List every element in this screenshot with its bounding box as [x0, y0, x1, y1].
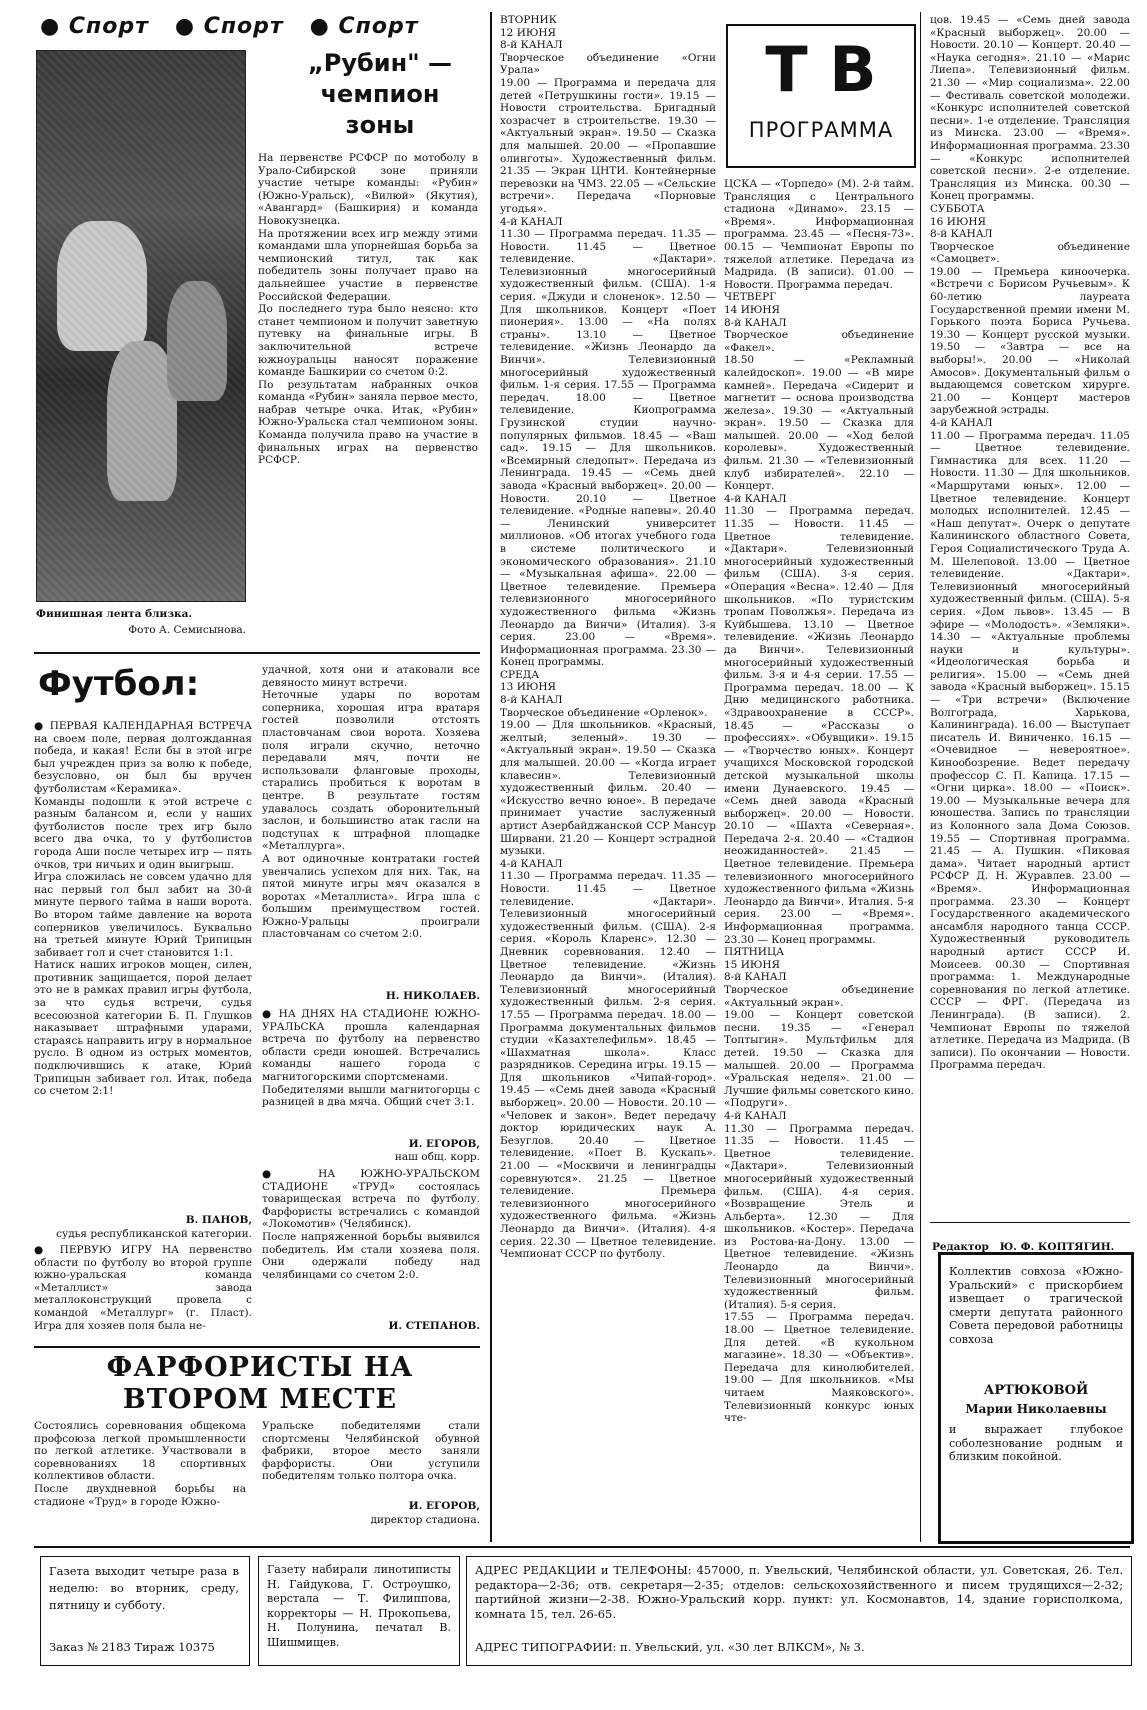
- bullet-icon: ●: [174, 14, 196, 39]
- footer-address1: АДРЕС РЕДАКЦИИ и ТЕЛЕФОНЫ: 457000, п. Увельский, Челябинской области, ул. Советская, 26. Тел. редактора—2-36; отв. секретаря—2-35; отделов: сельскохозяйственного и писем трудящихся—2-32; партийной жизни—2-38. Южно-Уральский корр. пункт: ул. Космонавтов, 14, здание горисполкома, комната 15, тел. 26-65.: [475, 1563, 1123, 1621]
- obituary-box: [938, 1252, 1134, 1544]
- footer-address-box: [466, 1556, 1132, 1666]
- farforists-title: ФАРФОРИСТЫ НА ВТОРОМ МЕСТЕ: [106, 1352, 414, 1415]
- football-col2b-sign2: наш общ. корр.: [394, 1151, 480, 1163]
- finish-photo: [36, 50, 246, 602]
- footer-staff-box: [258, 1556, 460, 1666]
- tv-word: ПРОГРАММА: [748, 118, 894, 142]
- farforists-col1: Состоялись соревнования общекома профсоюза легкой промышленности по легкой атлетике. Участвовали в соревнованиях 18 спортивных коллективов области. После двухдневной борьбы на стадионе «Труд» в городе Южно-: [34, 1420, 246, 1508]
- tv-program-logo: [726, 24, 916, 168]
- bullet-icon: ●: [40, 14, 61, 39]
- farforists-sign: И. ЕГОРОВ,: [408, 1500, 480, 1512]
- photo-caption: Финишная лента близка.: [36, 608, 193, 620]
- tv-program-col2: ЦСКА — «Торпедо» (М). 2-й тайм. Трансляция с Центрального стадиона «Динамо». 23.15 — «Время». Информационная программа. 23.45 — «Песня-73». 00.15 — Чемпионат Европы по тяжелой атлетике. Передача из Мадрида. (В записи). 01.00 — Новости. Программа передач. ЧЕТВЕРГ 14 ИЮНЯ 8-й КАНАЛ Творческое объединение «Факел». 18.50 — «Рекламный калейдоскоп». 19.00 — «В мире камней». Передача «Сидерит и магнетит — основа производства железа». 19.30 — «Актуальный экран». 19.50 — Сказка для малышей. 20.00 — «Ход белой королевы». Художественный фильм. 21.30 — «Телевизионный клуб избирателей». 22.10 — Концерт. 4-й КАНАЛ 11.30 — Программа передач. 11.35 — Новости. 11.45 — Цветное телевидение. «Дактари». Телевизионный многосерийный художественный фильм (США). 3-я серия. «Операция «Весна». 12.40 — Для школьников. «По туристским тропам Поволжья». Передача из Куйбышева. 13.10 — Цветное телевидение. «Жизнь Леонардо да Винчи». Телевизионный многосерийный художественный фильм. 3-я и 4-я серии. 17.55 — Программа передач. 18.00 — К Дню медицинского работника. «Здравоохранение в СССР». 18.45 — «Рассказы о профессиях». «Обувщики». 19.15 — «Творчество юных». Концерт учащихся Московской городской детской музыкальной школы имени Дунаевского. 19.45 — «Семь дней завода «Красный выборжец». 20.00 — Новости. 20.10 — «Шахта «Северная». Передача 2-я. 20.40 — «Стадион неожиданностей». 21.45 — Цветное телевидение. Премьера телевизионного многосерийного художественного фильма «Жизнь Леонардо да Винчи». Италия. 5-я серия. 23.00 — «Время». Информационная программа. 23.30 — Конец программы. ПЯТНИЦА 15 ИЮНЯ 8-й КАНАЛ Творческое объединение «Актуальный экран». 19.00 — Концерт советской песни. 19.35 — «Генерал Топтыгин». Мультфильм для детей. 19.50 — Сказка для малышей. 20.00 — Программа «Уральская неделя». 21.00 — Лучшие фильмы советского кино. «Подруги». 4-й КАНАЛ 11.30 — Программа передач. 11.35 — Новости. 11.45 — Цветное телевидение. «Дактари». Телевизионный многосерийный художественный фильм. (США). 4-я серия. «Возвращение Этель и Альберта». 12.30 — Для школьников. «Костер». Передача из Ростова-на-Дону. 13.00 — Цветное телевидение. «Жизнь Леонардо да Винчи». Телевизионный многосерийный художественный фильм. (Италия). 5-я серия. 17.55 — Программа передач. 18.00 — Цветное телевидение. Для детей. «В кукольном магазине». 18.30 — «Объектив». Передача для кинолюбителей. 19.00 — Для школьников. «Мы читаем Маяковского». Телевизионный конкурс юных чте-: [724, 178, 914, 1425]
- football-col1: ● ПЕРВАЯ КАЛЕНДАРНАЯ ВСТРЕЧА на своем поле, первая долгожданная победа, и какая! Если бы в этой игре был учрежден приз за волю к победе, безусловно, он был бы вручен футболистам «Керамика». Команды подошли к этой встрече с разным балансом и, если у наших футболистов после трех игр было всего два очка, то у футболистов города Аши после четырех игр — пять очков, три ничьих и один выигрыш. Игра сложилась не совсем удачно для нас первый гол был забит на 30-й минуте первого тайма в наши ворота. Во втором тайме давление на ворота соперников увеличилось. Буквально на третьей минуте Юрий Трипицын забивает гол и счет становится 1:1. Натиск наших игроков мощен, силен, противник защищается, порой делает это не в рамках правил игры футбола, за что судья встречи, судья всесоюзной категории Б. П. Глушков наказывает штрафными ударами, стараясь направить игру в нормальное русло. В одном из острых моментов, подключившись к атаке, Юрий Трипицын забивает гол. Итак, победа со счетом 2:1!: [34, 720, 252, 1098]
- football-col2c: ● НА ЮЖНО-УРАЛЬСКОМ СТАДИОНЕ «ТРУД» состоялась товарищеская встреча по футболу. Фарфористы встречались с командой «Локомотив» (Челябинск). После напряженной борьбы выявился победитель. Им стали хозяева поля. Они одержали победу над челябинцами со счетом 2:0.: [262, 1168, 480, 1281]
- farforists-col2: Уральске победителями стали спортсмены Челябинской обувной фабрики, второе место заняли фарфористы. Они уступили победителям только полтора очка.: [262, 1420, 480, 1483]
- football-col1b: ● ПЕРВУЮ ИГРУ НА первенство области по футболу во второй группе южно-уральская команда «Металлист» завода металлоконструкций провела с командой «Металлург» (г. Пласт). Игра для хозяев поля была не-: [34, 1244, 252, 1332]
- football-col2-sign: Н. НИКОЛАЕВ.: [385, 990, 480, 1002]
- football-col1-sign2: судья республиканской категории.: [56, 1228, 252, 1240]
- rubin-body: На первенстве РСФСР по мотоболу в Урало-Сибирской зоне приняли участие четыре команды: «Рубин» (Южно-Уральск), «Вилюй» (Якутия), «Авангард» (Башкирия) и команда Новокузнецка. На протяжении всех игр между этими командами шла упорнейшая борьба за чемпионский титул, так как победитель зоны получает право на дальнейшее участие в первенстве Российской Федерации. До последнего тура было неясно: кто станет чемпионом и получит заветную путевку на финальные игры. В заключительной встрече южноуральцы наносят поражение команде Башкирии со счетом 0:2. По результатам набранных очков команда «Рубин» заняла первое место, набрав четыре очка. Итак, «Рубин» Южно-Уральска стал чемпионом зоны. Команда получила право на участие в финальных играх на первенство РСФСР.: [258, 152, 478, 467]
- footer-order: Заказ № 2183 Тираж 10375: [49, 1640, 215, 1654]
- editor-name: Ю. Ф. КОПТЯГИН.: [999, 1240, 1115, 1253]
- sport-label-2: Спорт: [203, 14, 284, 39]
- rubin-title: „Рубин" — чемпион зоны: [307, 49, 453, 139]
- obituary-text2: и выражает глубокое соболезнование родным и близким покойной.: [949, 1423, 1123, 1463]
- obituary-text1: Коллектив совхоза «Южно-Уральский» с прискорбием извещает о трагической смерти депутата районного Совета передовой работницы совхоза: [949, 1265, 1123, 1346]
- farforists-sign2: директор стадиона.: [370, 1514, 480, 1526]
- obituary-name2: Марии Николаевны: [965, 1402, 1107, 1416]
- footer-address2: АДРЕС ТИПОГРАФИИ: п. Увельский, ул. «30 лет ВЛКСМ», № 3.: [475, 1640, 865, 1654]
- obituary-name: АРТЮКОВОЙ: [983, 1383, 1089, 1398]
- tv-program-col3: цов. 19.45 — «Семь дней завода «Красный выборжец». 20.00 — Новости. 20.10 — Концерт. 20.40 — «Наука сегодня». 21.10 — «Марис Лиепа». Телевизионный фильм. 21.30 — «Мир социализма». 22.00 — Фестиваль советской молодежи. «Конкурс исполнителей советской песни». 1-е отделение. Трансляция из Минска. 23.00 — «Время». Информационная программа. 23.30 — «Конкурс исполнителей советской песни». 2-е отделение. Трансляция из Минска. 00.30 — Конец программы. СУББОТА 16 ИЮНЯ 8-й КАНАЛ Творческое объединение «Самоцвет». 19.00 — Премьера киноочерка. «Встречи с Борисом Ручьевым». К 60-летию лауреата Государственной премии имени М. Горького поэта Бориса Ручьева. 19.30 — Концерт русской музыки. 19.50 — «Завтра — все на выборы!». 20.00 — «Николай Амосов». Документальный фильм о выдающемся советском хирурге. 21.00 — Концерт мастеров зарубежной эстрады. 4-й КАНАЛ 11.00 — Программа передач. 11.05 — Цветное телевидение. Гимнастика для всех. 11.20 — Новости. 11.30 — Для школьников. «Маршрутами юных». 12.00 — Цветное телевидение. Концерт молодых исполнителей. 12.45 — «Наш депутат». Очерк о депутате Калининского областного Совета, Героя Социалистического Труда А. М. Шелеповой. 13.00 — Цветное телевидение. «Дактари». Телевизионный многосерийный художественный фильм. (США). 5-я серия. «Дом львов». 13.45 — В эфире — «Молодость». «Земляки». 14.30 — «Актуальные проблемы науки и культуры». «Идеологическая борьба и религия». 15.00 — «Семь дней завода «Красный выборжец». 15.15 — «Три встречи» (Включение Волгограда, Харькова, Калининграда). 16.00 — Выступает писатель И. Виниченко. 16.15 — «Очевидное — невероятное». Кинообозрение. Ведет передачу профессор С. П. Капица. 17.15 — «Огни цирка». 18.00 — «Поиск». 19.00 — Музыкальные вечера для юношества. Запись по трансляции из Колонного зала Дома Союзов. 19.55 — Спортивная программа. 21.45 — А. Пушкин. «Пиковая дама». Читает народный артист РСФСР Д. Н. Журавлев. 23.00 — «Время». Информационная программа. 23.30 — Концерт Государственного академического ансамбля народного танца СССР. Художественный руководитель народный артист СССР И. Моисеев. 00.30 — Спортивная программа: 1. Международные соревнования по легкой атлетике. СССР — ФРГ. (Передача из Ленинграда). (В записи). 2. Чемпионат Европы по тяжелой атлетике. Передача из Мадрида. (В записи). По окончании — Новости. Программа передач.: [930, 14, 1130, 1072]
- footer-schedule-box: [40, 1556, 250, 1666]
- sport-header: [40, 14, 480, 44]
- footer-schedule: Газета выходит четыре раза в неделю: во вторник, среду, пятницу и субботу.: [49, 1564, 239, 1612]
- tv-letters: Т В: [765, 33, 877, 106]
- photo-credit: Фото А. Семисынова.: [128, 624, 246, 636]
- sport-label-3: Спорт: [338, 14, 419, 39]
- sport-label-1: Спорт: [68, 14, 149, 39]
- tv-program-col1: ВТОРНИК 12 ИЮНЯ 8-й КАНАЛ Творческое объединение «Огни Урала» 19.00 — Программа и передача для детей «Петрушкины гости». 19.15 — Новости строительства. Бригадный хозрасчет в строительстве. 19.30 — «Актуальный экран». 19.50 — Сказка для малышей. 20.00 — «Пропавшие олинготы». Художественный фильм. 21.35 — Экран ЦНТИ. Контейнерные перевозки на ЧМЗ. 22.05 — «Сельские встречи». Передача «Порновые угодья». 4-й КАНАЛ 11.30 — Программа передач. 11.35 — Новости. 11.45 — Цветное телевидение. «Дактари». Телевизионный многосерийный художественный фильм. (США). 1-я серия. «Джуди и слоненок». 12.50 — Для школьников. Концерт «Поет пионерия». 13.00 — «На полях страны». 13.10 — Цветное телевидение. «Жизнь Леонардо да Винчи». Телевизионный многосерийный художественный фильм. 1-я серия. 17.55 — Программа передач. 18.00 — Цветное телевидение. Киопрограмма Грузинской студии научно-популярных фильмов. 18.45 — «Ваш сад». 19.15 — Для школьников. «Всемирный следопыт». Передача из Ленинграда. 19.45 — «Семь дней завода «Красный выборжец». 20.00 — Новости. 20.10 — Цветное телевидение. «Родные напевы». 20.40 — Ленинский университет миллионов. «Об итогах учебного года в системе политического и экономического образования». 21.10 — «Музыкальная афиша». 22.00 — Цветное телевидение. Премьера телевизионного многосерийного художественного фильма «Жизнь Леонардо да Винчи» (Италия). 3-я серия. 23.00 — «Время». Информационная программа. 23.30 — Конец программы. СРЕДА 13 ИЮНЯ 8-й КАНАЛ Творческое объединение «Орленок». 19.00 — Для школьников. «Красный, желтый, зеленый». 19.30 — «Актуальный экран». 19.50 — Сказка для малышей. 20.00 — «Когда играет клавесин». Телевизионный художественный фильм. 20.40 — «Искусство вечно юное». В передаче принимает участие заслуженный артист Азербайджанской ССР Мансур Ширвани. 21.20 — Концерт эстрадной музыки. 4-й КАНАЛ 11.30 — Программа передач. 11.35 — Новости. 11.45 — Цветное телевидение. «Дактари». Телевизионный многосерийный художественный фильм. (США). 2-я серия. «Король Кларенс». 12.30 — Дневник соревнования. 12.40 — Цветное телевидение. «Жизнь Леонардо да Винчи». (Италия). Телевизионный многосерийный художественный фильм. 2-я серия. 17.55 — Программа передач. 18.00 — Программа документальных фильмов студии «Казахтелефильм». 18.45 — «Шахматная школа». Класс разрядников. Середина игры. 19.15 — Для школьников «Чипай-город». 19.45 — «Семь дней завода «Красный выборжец». 20.00 — Новости. 20.10 — «Человек и закон». Ведет передачу доктор юридических наук А. Безуглов. 20.40 — Цветное телевидение. «Поет В. Кускапь». 21.00 — «Москвичи и ленинградцы соревнуются». 21.25 — Цветное телевидение. Премьера телевизионного многосерийного художественного фильма. «Жизнь Леонардо да Винчи». (Италия). 4-я серия. 22.30 — Цветное телевидение. Чемпионат СССР по футболу.: [500, 14, 716, 1261]
- football-col2b: ● НА ДНЯХ НА СТАДИОНЕ ЮЖНО-УРАЛЬСКА прошла календарная встреча по футболу на первенство области среди юношей. Встречались команды нашего города с магнитогорскими спортсменами. Победителями вышли магнитогорцы с разницей в два мяча. Общий счет 3:1.: [262, 1008, 480, 1109]
- football-col2b-sign: И. ЕГОРОВ,: [408, 1138, 480, 1150]
- editor-label: Редактор: [932, 1240, 989, 1253]
- football-title: Футбол:: [38, 664, 200, 704]
- editor-line: [932, 1228, 1132, 1253]
- football-col2c-sign: И. СТЕПАНОВ.: [388, 1320, 480, 1332]
- football-col1-sign: В. ПАНОВ,: [185, 1214, 252, 1226]
- football-col2: удачной, хотя они и атаковали все девяносто минут встречи. Неточные удары по воротам соперника, хорошая игра вратаря гостей позволили отстоять пластовчанам свои ворота. Хозяева поля играли скучно, неточно передавали мяч, почти не использовали фланговые проходы, старались пробиться к воротам в центре. В результате гостям удавалось создать оборонительный заслон, и большинство атак гасли на подступах к штрафной площадке «Металлурга». А вот одиночные контратаки гостей увенчались успехом для них. Так, на пятой минуте игры мяч оказался в воротах «Металлиста». Игра шла с большим преимуществом гостей. Южно-Уральцы проиграли пластовчанам со счетом 2:0.: [262, 664, 480, 941]
- bullet-icon: ●: [309, 14, 330, 39]
- footer-staff: Газету набирали линотиписты Н. Гайдукова, Г. Остроушко, верстала — Т. Филиппова, корректоры — Н. Прокопьева, Н. Полунина, печатал В. Шишмищев.: [267, 1563, 451, 1649]
